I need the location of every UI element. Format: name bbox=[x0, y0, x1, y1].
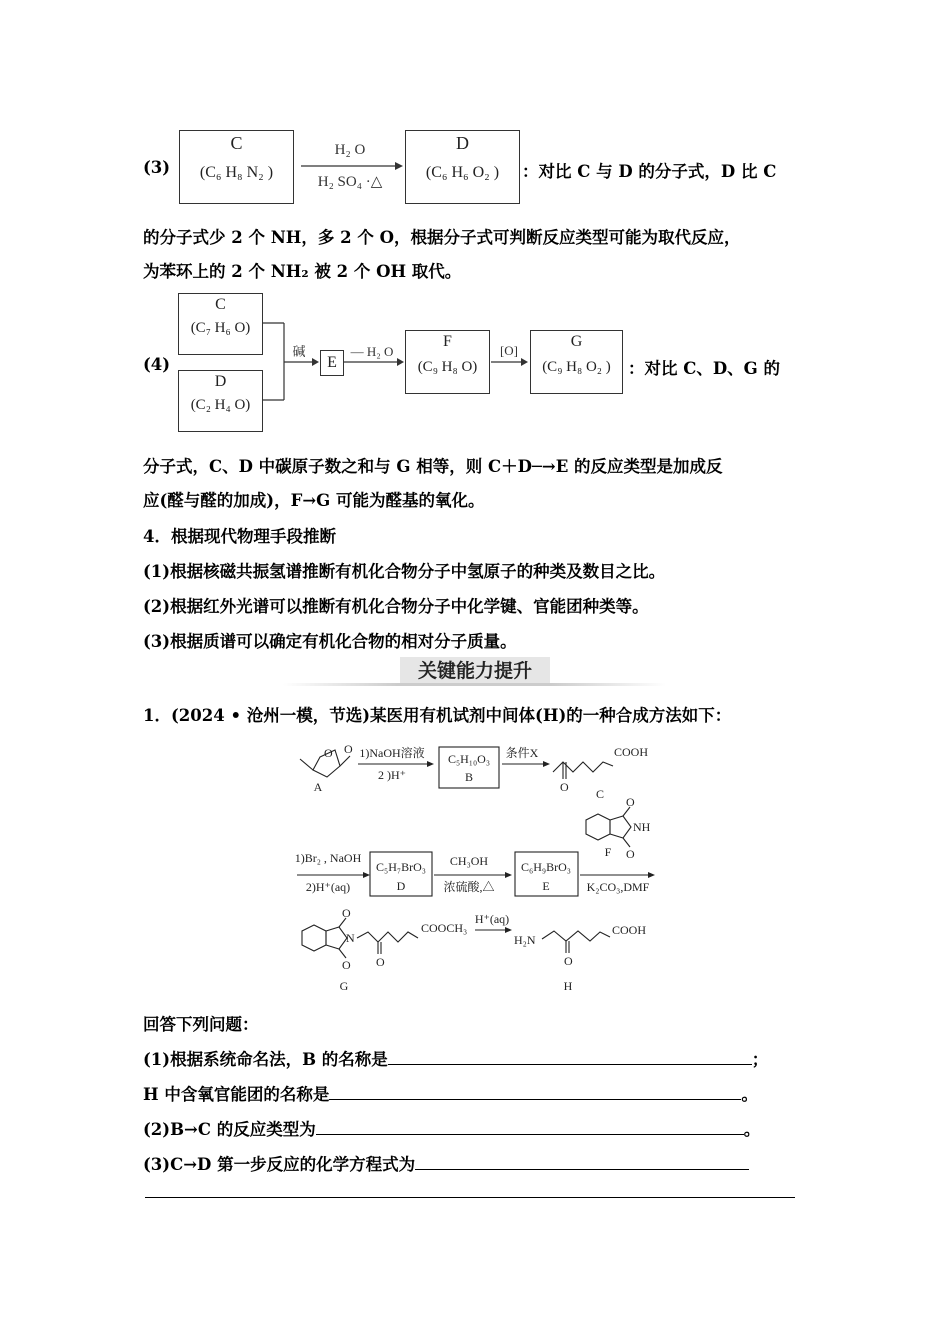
compound-h-amine: H₂N bbox=[514, 933, 536, 947]
synthesis-scheme bbox=[280, 735, 675, 997]
step4-bottom: 浓硫酸,△ bbox=[443, 880, 495, 894]
item3-arrow-top: H₂ O bbox=[334, 142, 366, 158]
item3-line3: 为苯环上的 2 个 NH₂ 被 2 个 OH 取代。 bbox=[143, 262, 462, 281]
banner-title: 关键能力提升 bbox=[417, 661, 533, 682]
item3-tail: ：对比 C 与 D 的分子式，D 比 C bbox=[522, 162, 777, 181]
item4-box-c-name: C bbox=[215, 296, 226, 313]
item4-box-g bbox=[530, 330, 623, 394]
compound-e-formula: C₆H₉BrO₃ bbox=[521, 860, 571, 874]
answer-blank-1b[interactable] bbox=[329, 1085, 741, 1100]
item4-tail: ：对比 C、D、G 的 bbox=[628, 359, 781, 378]
compound-g-oxygen-top: O bbox=[342, 906, 351, 920]
step3-bottom: 2)H⁺(aq) bbox=[305, 880, 351, 894]
step2-condition: 条件X bbox=[505, 746, 539, 760]
item4-arrow3-label: [O] bbox=[499, 343, 519, 358]
compound-c-label: C bbox=[595, 787, 605, 801]
compound-h-label: H bbox=[563, 979, 573, 993]
compound-c-oxygen: O bbox=[560, 780, 569, 794]
question-1b-text: H 中含氧官能团的名称是 bbox=[143, 1085, 330, 1104]
step1-top: 1)NaOH溶液 bbox=[359, 746, 425, 760]
question-1a-end: ； bbox=[751, 1050, 769, 1069]
compound-d-label: D bbox=[396, 879, 406, 893]
item4-arrow2-label: — H₂ O bbox=[350, 344, 394, 359]
item3-box-d-formula: (C₆ H₆ O₂ ) bbox=[425, 164, 500, 181]
item4-box-f-name: F bbox=[443, 333, 452, 350]
compound-a-ring-oxygen: O bbox=[324, 746, 333, 760]
item3-number: (3) bbox=[143, 158, 171, 177]
item4-box-c bbox=[178, 293, 263, 355]
step5-bottom: K₂CO₃,DMF bbox=[586, 880, 650, 894]
question-2-text: (2)B→C 的反应类型为 bbox=[143, 1120, 316, 1139]
question-3 bbox=[143, 1151, 749, 1175]
answer-blank-2[interactable] bbox=[316, 1120, 744, 1135]
question-2 bbox=[143, 1116, 760, 1140]
item4-number: (4) bbox=[143, 355, 171, 374]
section4-item-1: (1)根据核磁共振氢谱推断有机化合物分子中氢原子的种类及数目之比。 bbox=[143, 562, 666, 581]
compound-c-cooh: COOH bbox=[614, 745, 649, 759]
item4-arrow1-label: 碱 bbox=[292, 344, 306, 359]
item3-box-c-formula: (C₆ H₈ N₂ ) bbox=[199, 164, 274, 181]
question-1b-end: 。 bbox=[741, 1085, 758, 1104]
item4-box-c-formula: (C₇ H₆ O) bbox=[190, 320, 251, 336]
item4-box-f bbox=[405, 330, 490, 394]
answer-blank-3[interactable] bbox=[415, 1155, 749, 1170]
question-1a-text: (1)根据系统命名法，B 的名称是 bbox=[143, 1050, 388, 1069]
compound-g-nitrogen: N bbox=[346, 931, 355, 945]
compound-h-oxygen: O bbox=[564, 954, 573, 968]
compound-e-label: E bbox=[542, 879, 550, 893]
question-3-text: (3)C→D 第一步反应的化学方程式为 bbox=[143, 1155, 416, 1174]
compound-b-formula: C₅H₁₀O₃ bbox=[447, 752, 491, 766]
compound-f-oxygen-top: O bbox=[626, 795, 635, 809]
section4-item-2: (2)根据红外光谱可以推断有机化合物分子中化学键、官能团种类等。 bbox=[143, 597, 649, 616]
answer-intro: 回答下列问题： bbox=[143, 1015, 259, 1034]
item3-box-c-name: C bbox=[230, 133, 243, 153]
item4-box-e: E bbox=[320, 350, 344, 376]
compound-f-label: F bbox=[604, 845, 612, 859]
question-1a bbox=[143, 1046, 768, 1070]
compound-g-ester: COOCH₃ bbox=[421, 921, 468, 935]
item4-arrow3 bbox=[489, 340, 531, 380]
section-banner bbox=[283, 655, 666, 687]
compound-g-oxygen-bottom: O bbox=[342, 958, 351, 972]
step4-top: CH₃OH bbox=[449, 854, 489, 868]
item3-arrow bbox=[295, 130, 405, 202]
compound-b-label: B bbox=[464, 770, 474, 784]
item4-line2: 分子式，C、D 中碳原子数之和与 G 相等，则 C＋D─→E 的反应类型是加成反 bbox=[143, 457, 723, 476]
compound-g-label: G bbox=[339, 979, 349, 993]
compound-a-carbonyl-oxygen: O bbox=[344, 742, 353, 756]
question-2-end: 。 bbox=[743, 1120, 761, 1139]
compound-h-cooh: COOH bbox=[612, 923, 647, 937]
question-1b bbox=[143, 1081, 758, 1105]
item3-box-c bbox=[179, 130, 294, 204]
step6-top: H⁺(aq) bbox=[474, 912, 510, 926]
item4-box-d bbox=[178, 370, 263, 432]
compound-f-oxygen-bottom: O bbox=[626, 847, 635, 861]
compound-g-ketone-oxygen: O bbox=[376, 955, 385, 969]
item4-box-g-name: G bbox=[570, 333, 583, 350]
step3-top: 1)Br₂ , NaOH bbox=[294, 851, 362, 865]
step1-bottom: 2 )H⁺ bbox=[378, 768, 406, 782]
compound-f-nh: NH bbox=[633, 820, 651, 834]
item4-line3: 应(醛与醛的加成)，F→G 可能为醛基的氧化。 bbox=[143, 491, 485, 510]
item3-box-d-name: D bbox=[456, 133, 469, 153]
section4-item-3: (3)根据质谱可以确定有机化合物的相对分子质量。 bbox=[143, 632, 517, 651]
answer-blank-1a[interactable] bbox=[388, 1050, 752, 1065]
item3-arrow-bottom: H₂ SO₄ ·△ bbox=[317, 174, 383, 190]
item4-box-f-formula: (C₉ H₈ O) bbox=[417, 359, 478, 375]
question1-stem: 1．(2024 • 沧州一模，节选)某医用有机试剂中间体(H)的一种合成方法如下： bbox=[143, 706, 732, 725]
item3-line2: 的分子式少 2 个 NH，多 2 个 O，根据分子式可判断反应类型可能为取代反应， bbox=[143, 228, 741, 247]
compound-a-label: A bbox=[313, 780, 323, 794]
item4-box-d-name: D bbox=[214, 373, 227, 390]
item3-box-d bbox=[405, 130, 520, 204]
answer-blank-3-continued[interactable] bbox=[145, 1197, 795, 1198]
item4-box-d-formula: (C₂ H₄ O) bbox=[190, 397, 251, 413]
compound-d-formula: C₅H₇BrO₃ bbox=[376, 860, 426, 874]
section4-title: 4．根据现代物理手段推断 bbox=[143, 527, 336, 546]
item4-box-g-formula: (C₉ H₈ O₂ ) bbox=[542, 359, 611, 375]
